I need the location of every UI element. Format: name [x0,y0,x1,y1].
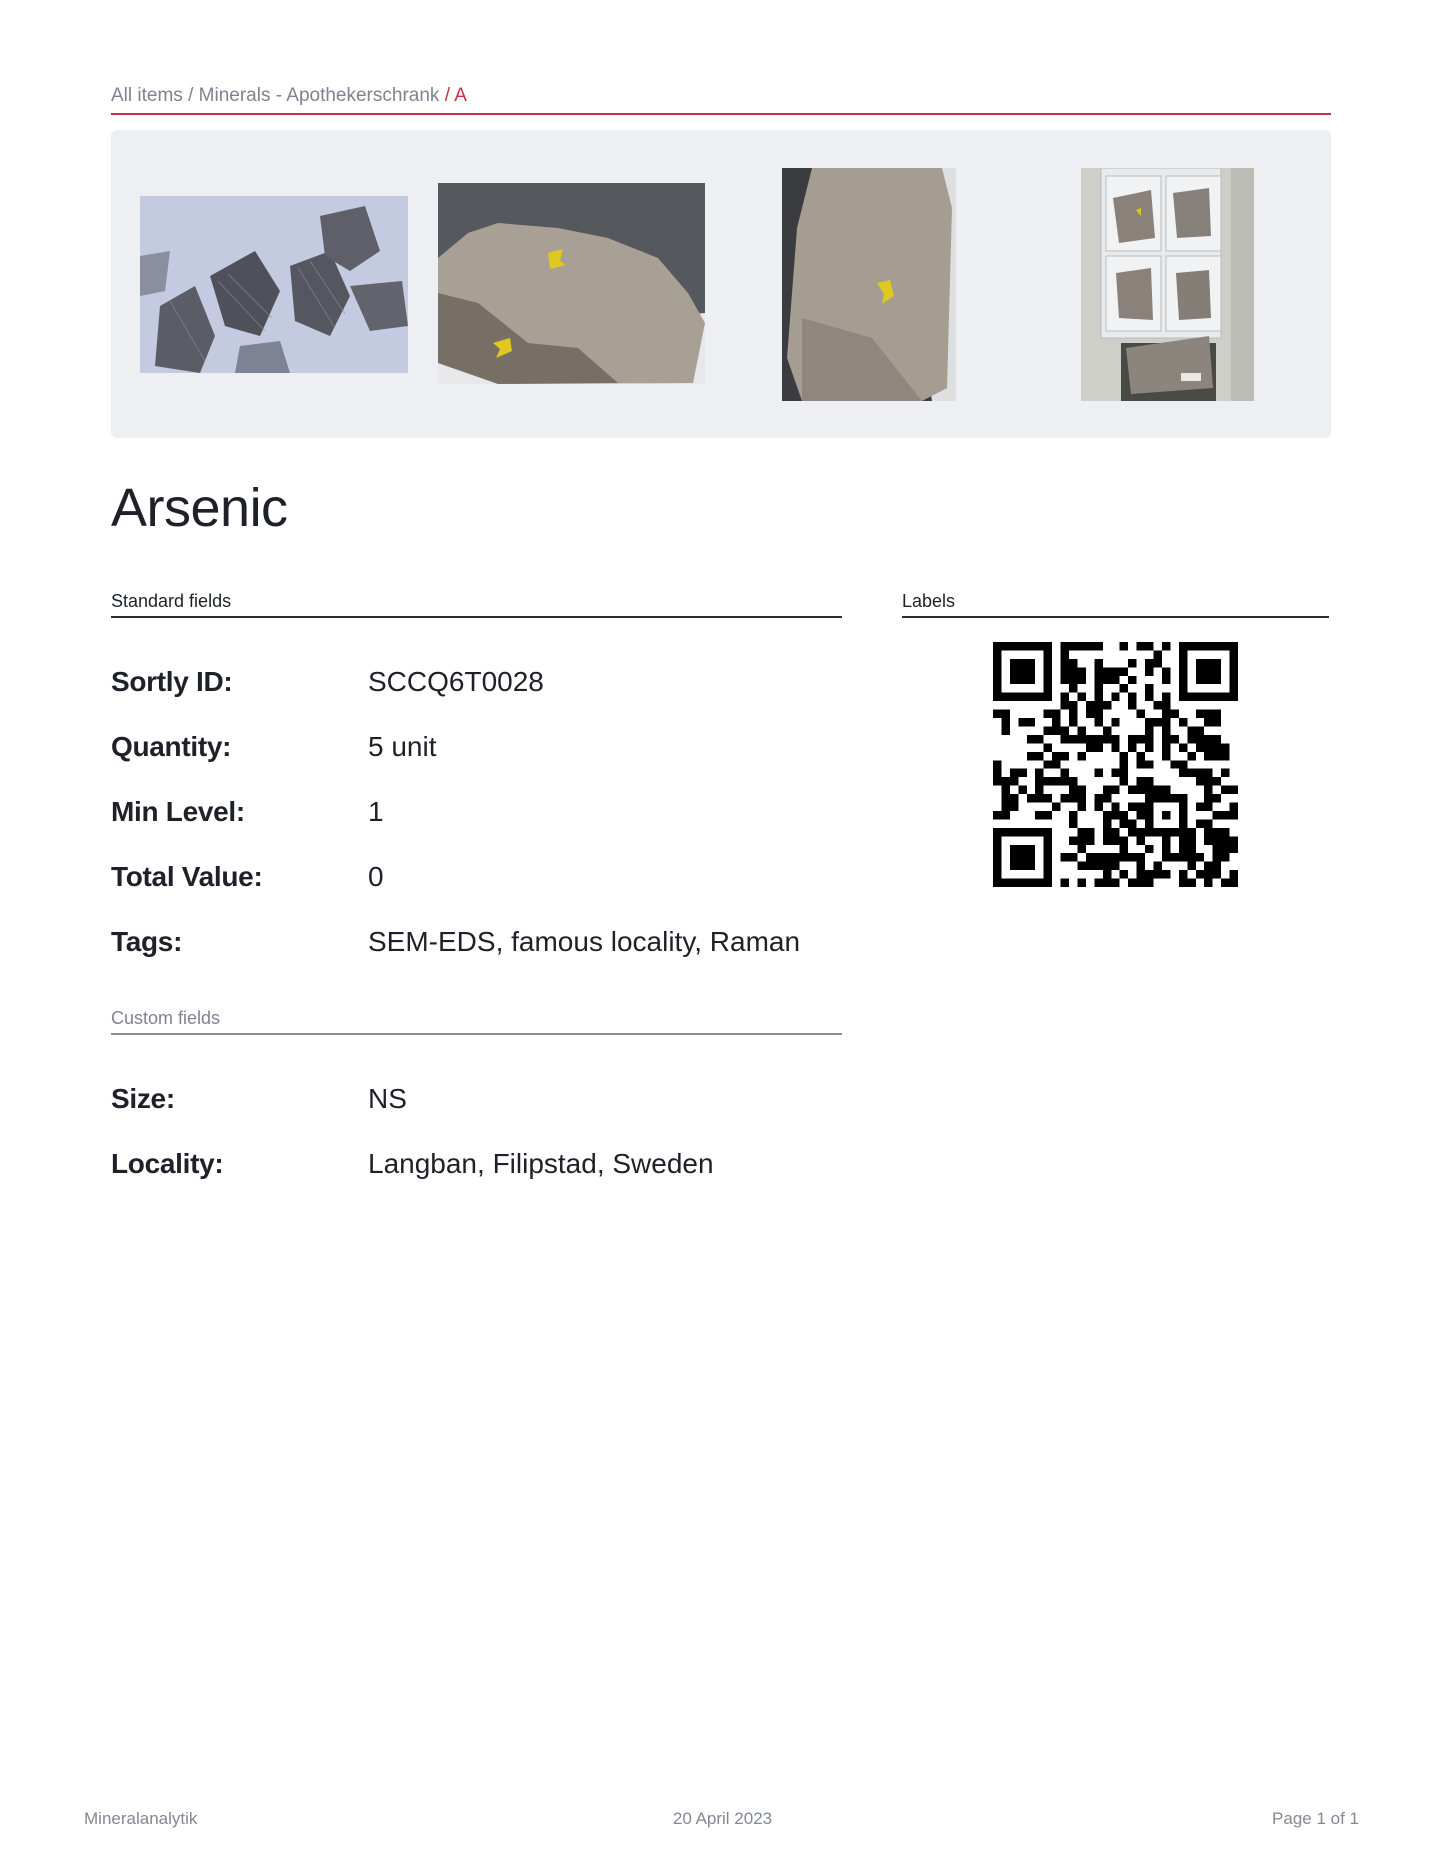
footer-company: Mineralanalytik [84,1809,198,1828]
field-row-total-value [111,859,842,895]
gallery-photo-1[interactable] [140,196,408,373]
mineral-photo-icon [1081,168,1254,401]
field-label: Tags: [111,926,183,957]
standard-fields-heading: Standard fields [111,590,842,618]
photo-gallery [111,130,1331,438]
field-row-sortly-id [111,664,842,700]
custom-fields-heading: Custom fields [111,1007,842,1035]
field-label: Quantity: [111,731,232,762]
breadcrumb-current: A [454,85,467,106]
gallery-photo-2[interactable] [438,183,705,384]
item-title: Arsenic [111,478,288,538]
qr-code [993,642,1238,887]
field-value: SEM-EDS, famous locality, Raman [368,926,801,957]
field-value: 0 [368,861,384,892]
breadcrumb [111,84,1331,115]
field-value: SCCQ6T0028 [368,666,544,697]
mineral-photo-icon [438,183,705,384]
mineral-photo-icon [782,168,956,401]
field-row-tags [111,924,842,960]
breadcrumb-separator: / [439,85,455,106]
breadcrumb-all-items[interactable]: All items [111,85,183,106]
footer-date: 20 April 2023 [672,1809,773,1828]
qr-code-icon [993,642,1238,887]
field-row-min-level [111,794,842,830]
breadcrumb-separator: / [182,85,199,106]
field-label: Min Level: [111,796,245,827]
field-row-size [111,1081,842,1117]
field-row-locality [111,1146,842,1182]
breadcrumb-minerals-folder[interactable]: Minerals - Apothekerschrank [198,85,440,106]
field-value: Langban, Filipstad, Sweden [368,1148,714,1179]
labels-heading: Labels [902,590,1329,618]
field-row-quantity [111,729,842,765]
field-label: Locality: [111,1148,224,1179]
field-value: 1 [368,796,384,827]
field-value: 5 unit [368,731,437,762]
footer-page-number: Page 1 of 1 [1272,1809,1359,1828]
mineral-photo-icon [140,196,408,373]
gallery-photo-3[interactable] [782,168,956,401]
field-label: Size: [111,1083,175,1114]
gallery-photo-4[interactable] [1081,168,1254,401]
field-value: NS [368,1083,407,1114]
field-label: Sortly ID: [111,666,233,697]
field-label: Total Value: [111,861,263,892]
